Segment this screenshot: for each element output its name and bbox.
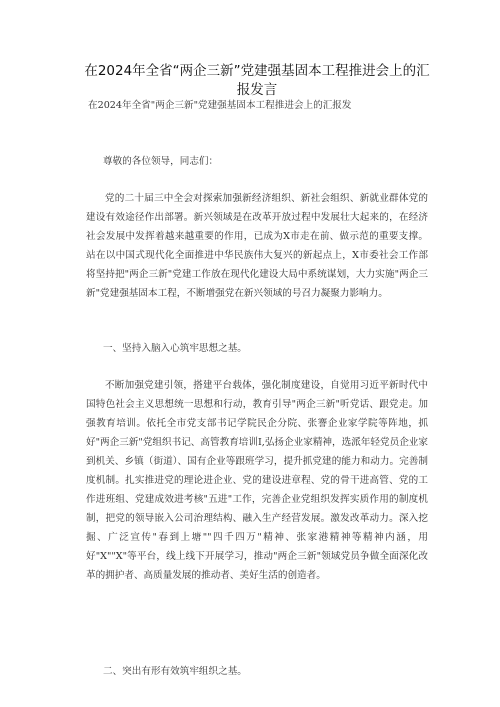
document-title: 在2024年全省“两企三新”党建强基固本工程推进会上的汇报发言: [84, 63, 430, 98]
section-heading-2: 二、突出有形有效筑牢组织之基。: [103, 666, 247, 677]
greeting: 尊敬的各位领导，同志们：: [103, 156, 219, 167]
paragraph-section-1: 不断加强党建引领，搭建平台载体，强化制度建设，自觉用习近平新时代中国特色社会主义思想统一思想和行动，教育引导"两企三新"听党话、跟党走。加强教育培训。依托全市党支部书记学院民企分院、张謇企业家学院等阵地，抓好"两企三新"党组织书记、高管教育培训I,弘扬企业家精神，选派年轻党员企业家到机关、乡镇（街道）、国有企业等跟班学习，提升抓党建的能力和动力。完善制度机制。扎实推进党的理论进企业、党的建设进章程、党的骨干进高管、党的工作进班组、党建成效进考核"五进"工作，完善企业党组织发挥实质作用的制度机制，把党的领导嵌入公司治理结构、融入生产经营发展。激发改革动力。深入挖掘、广泛宣传"春到上塘""四千四万"精神、张家港精神等精神内涵，用好"X""X"等平台，线上线下开展学习，推动"两企三新"领域党员争做全面深化改革的拥护者、高质量发展的推动者、美好生活的创造者。: [86, 380, 428, 581]
document-subtitle: 在2024年全省"两企三新"党建强基固本工程推进会上的汇报发: [88, 100, 352, 111]
paragraph-intro: 党的二十届三中全会对探索加强新经济组织、新社会组织、新就业群体党的建设有效途径作出部署。新兴领域是在改革开放过程中发展壮大起来的，在经济社会发展中发挥着越来越重要的作用，已成为X市走在前、做示范的重要支撑。站在以中国式现代化全面推进中华民族伟大复兴的新起点上，X市委社会工作部将坚持把"两企三新"党建工作放在现代化建设大局中系统谋划，大力实施"两企三新"党建强基固本工程，不断增强党在新兴领域的号召力凝聚力影响力。: [86, 193, 428, 299]
section-heading-1: 一、坚持入脑入心筑牢思想之基。: [103, 343, 247, 354]
